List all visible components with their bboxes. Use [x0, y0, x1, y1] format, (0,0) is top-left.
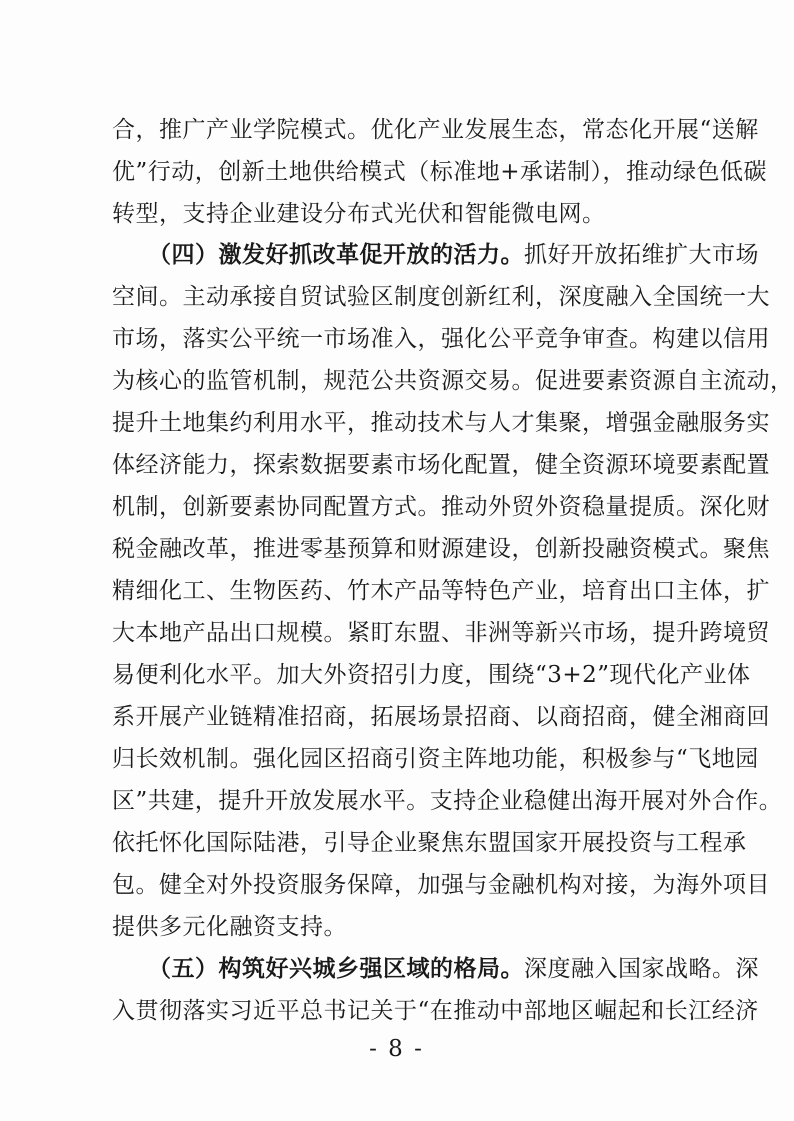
section-5-lead-text: 深度融入国家战略。深: [524, 956, 759, 982]
page-number: - 8 -: [369, 1036, 424, 1062]
body-line-19: 包。健全对外投资服务保障，加强与金融机构对接，为海外项目: [112, 872, 770, 898]
section-5-heading: （五）构筑好兴城乡强区域的格局。: [148, 955, 524, 982]
body-line-9: 体经济能力，探索数据要素市场化配置，健全资源环境要素配置: [112, 452, 770, 478]
body-line-13: 大本地产品出口规模。紧盯东盟、非洲等新兴市场，提升跨境贸: [112, 620, 770, 646]
body-line-1: 合，推广产业学院模式。优化产业发展生态，常态化开展“送解: [112, 117, 759, 143]
body-line-6: 市场，落实公平统一市场准入，强化公平竞争审查。构建以信用: [112, 326, 770, 352]
body-line-7: 为核心的监管机制，规范公共资源交易。促进要素资源自主流动，: [112, 368, 794, 394]
body-line-11: 税金融改革，推进零基预算和财源建设，创新投融资模式。聚焦: [112, 536, 770, 562]
body-line-2: 优”行动，创新土地供给模式（标准地+承诺制），推动绿色低碳: [112, 159, 768, 185]
body-line-16: 归长效机制。强化园区招商引资主阵地功能，积极参与“飞地园: [112, 746, 759, 772]
body-line-3: 转型，支持企业建设分布式光伏和智能微电网。: [112, 201, 606, 227]
section-4-lead-text: 抓好开放拓维扩大市场: [524, 242, 759, 268]
body-line-18: 依托怀化国际陆港，引导企业聚焦东盟国家开展投资与工程承: [112, 830, 747, 856]
body-line-8: 提升土地集约利用水平，推动技术与人才集聚，增强金融服务实: [112, 410, 770, 436]
section-4-heading: （四）激发好抓改革促开放的活力。: [148, 241, 524, 268]
body-line-12: 精细化工、生物医药、竹木产品等特色产业，培育出口主体，扩: [112, 578, 770, 604]
body-line-10: 机制，创新要素协同配置方式。推动外贸外资稳量提质。深化财: [112, 494, 770, 520]
section-5-paragraph-start: [148, 954, 759, 984]
body-line-20: 提供多元化融资支持。: [112, 914, 347, 940]
body-line-5: 空间。主动承接自贸试验区制度创新红利，深度融入全国统一大: [112, 284, 770, 310]
section-4-paragraph-start: [148, 240, 759, 270]
body-line-14: 易便利化水平。加大外资招引力度，围绕“3+2”现代化产业体: [112, 662, 751, 688]
body-line-15: 系开展产业链精准招商，拓展场景招商、以商招商，健全湘商回: [112, 704, 770, 730]
body-line-17: 区”共建，提升开放发展水平。支持企业稳健出海开展对外合作。: [112, 788, 783, 814]
body-line-22: 入贯彻落实习近平总书记关于“在推动中部地区崛起和长江经济: [112, 998, 759, 1024]
